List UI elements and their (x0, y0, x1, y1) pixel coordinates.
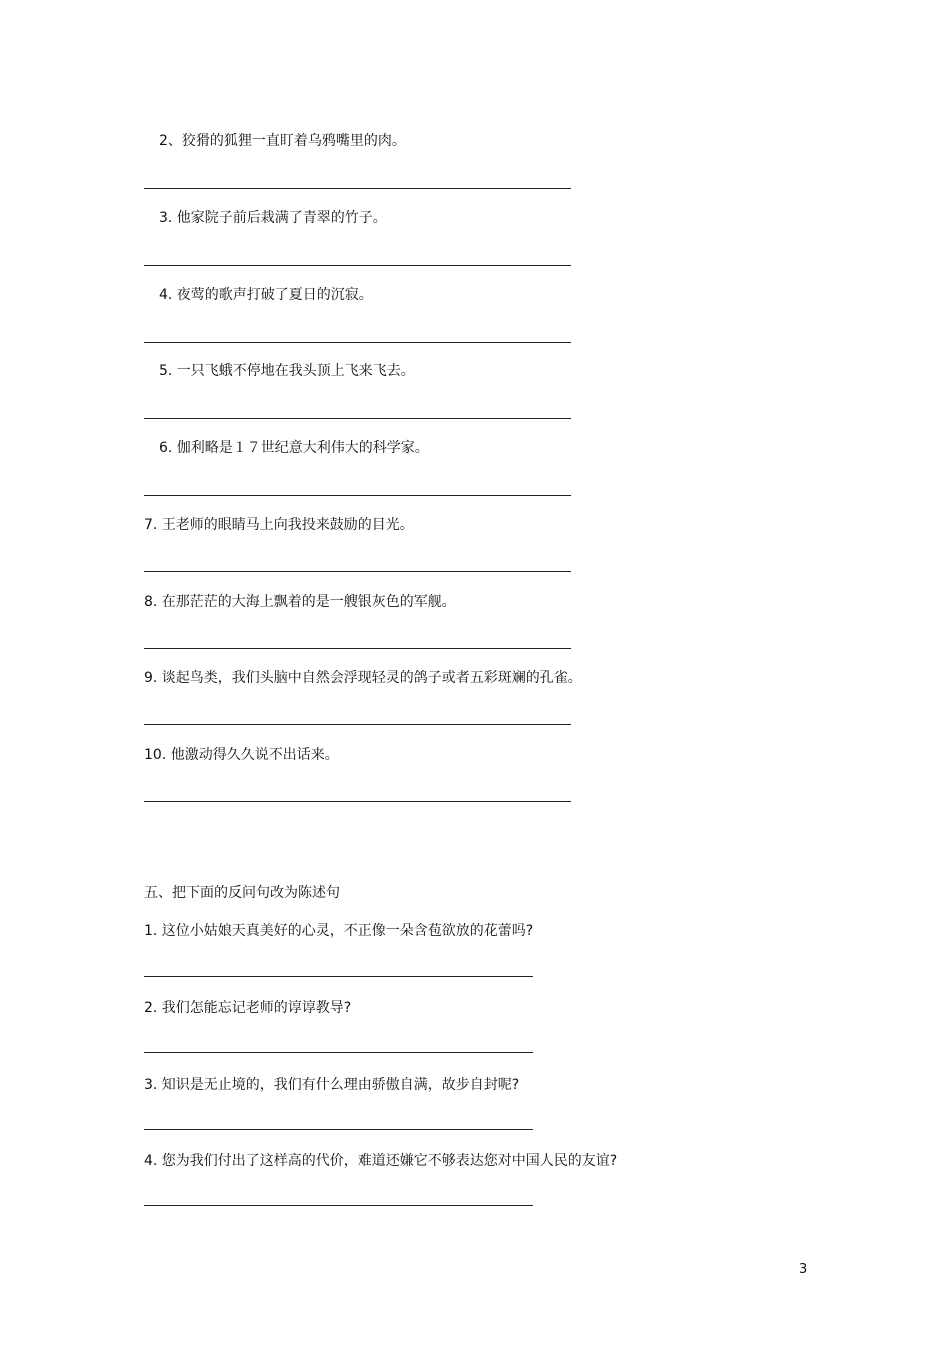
question-9: 9. 谈起鸟类，我们头脑中自然会浮现轻灵的鸽子或者五彩斑斓的孔雀。 (144, 670, 582, 686)
question-6: 6. 伽利略是１７世纪意大利伟大的科学家。 (159, 440, 429, 456)
page-number: 3 (799, 1262, 808, 1277)
answer-line-5 (144, 418, 571, 419)
rhetorical-question-1: 1. 这位小姑娘天真美好的心灵，不正像一朵含苞欲放的花蕾吗? (144, 923, 534, 939)
answer-line-q1 (144, 976, 533, 977)
answer-line-9 (144, 724, 571, 725)
question-8: 8. 在那茫茫的大海上飘着的是一艘银灰色的军舰。 (144, 594, 456, 610)
section-heading: 五、把下面的反问句改为陈述句 (144, 885, 340, 901)
answer-line-q2 (144, 1052, 533, 1053)
question-5: 5. 一只飞蛾不停地在我头顶上飞来飞去。 (159, 363, 415, 379)
answer-line-7 (144, 571, 571, 572)
question-10: 10. 他激动得久久说不出话来。 (144, 747, 339, 763)
answer-line-6 (144, 495, 571, 496)
answer-line-3 (144, 265, 571, 266)
answer-line-q4 (144, 1205, 533, 1206)
answer-line-2 (144, 188, 571, 189)
answer-line-10 (144, 801, 571, 802)
answer-line-8 (144, 648, 571, 649)
answer-line-q3 (144, 1129, 533, 1130)
answer-line-4 (144, 342, 571, 343)
question-7: 7. 王老师的眼睛马上向我投来鼓励的目光。 (144, 517, 414, 533)
question-2: 2、狡猾的狐狸一直盯着乌鸦嘴里的肉。 (159, 133, 406, 149)
rhetorical-question-3: 3. 知识是无止境的，我们有什么理由骄傲自满，故步自封呢? (144, 1077, 520, 1093)
rhetorical-question-2: 2. 我们怎能忘记老师的谆谆教导? (144, 1000, 352, 1016)
question-3: 3. 他家院子前后栽满了青翠的竹子。 (159, 210, 387, 226)
question-4: 4. 夜莺的歌声打破了夏日的沉寂。 (159, 287, 373, 303)
rhetorical-question-4: 4. 您为我们付出了这样高的代价，难道还嫌它不够表达您对中国人民的友谊? (144, 1153, 618, 1169)
